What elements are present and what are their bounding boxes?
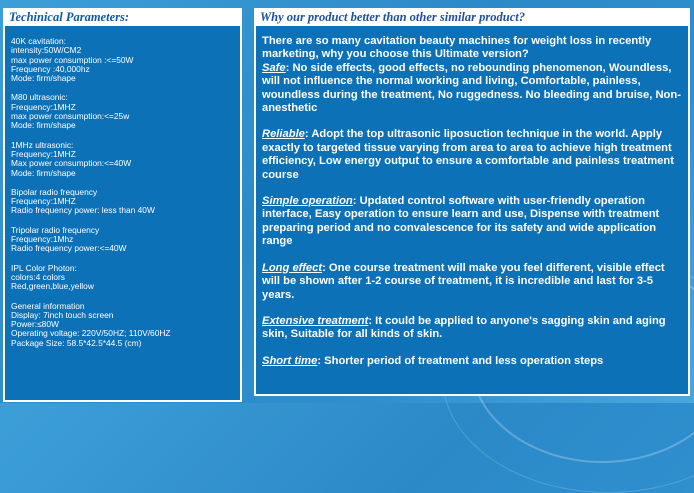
spec-group-title: Tripolar radio frequency	[11, 224, 100, 235]
spec-line: Frequency:1MHZ	[11, 101, 76, 112]
product-advantages-header: Why our product better than other similar product?	[256, 10, 688, 26]
advantage-lead: Extensive treatment	[262, 314, 369, 327]
spec-line: Max power consumption:<=40W	[11, 158, 132, 169]
advantage-lead: Safe	[262, 61, 286, 74]
spec-line: Mode: firm/shape	[11, 120, 76, 131]
advantages-intro: There are so many cavitation beauty machines for weight loss in recently marketing, why you choose this Ultimate version?	[262, 35, 652, 61]
technical-parameters-list	[5, 26, 240, 348]
spec-group-m80-ultrasonic	[11, 93, 240, 130]
advantage-text: : One course treatment will make you feel different, visible effect will be shown after 1-2 course of treatment, it is incredible and last for 3-5 years.	[262, 261, 665, 301]
technical-parameters-panel	[3, 8, 242, 402]
advantage-simple-operation	[262, 195, 682, 249]
spec-group-bipolar-rf	[11, 188, 240, 216]
product-advantages-panel	[254, 8, 690, 396]
spec-line: colors:4 colors	[11, 271, 65, 282]
technical-parameters-header: Techinical Parameters:	[5, 10, 240, 26]
spec-group-tripolar-rf	[11, 226, 240, 254]
advantage-text: : Adopt the top ultrasonic liposuction technique in the world. Apply exactly to targeted tissue varying from area to area to achieve high treatment efficiency, Low energy output to ensure a comfortable and painless treatment course	[262, 128, 674, 181]
advantage-lead: Short time	[262, 354, 318, 367]
spec-group-40k-cavitation	[11, 37, 240, 83]
advantage-short-time	[262, 355, 682, 368]
spec-line: Mode: firm/shape	[11, 167, 76, 178]
spec-line: Red,green,blue,yellow	[11, 281, 94, 292]
spec-line: Power:≤80W	[11, 319, 59, 330]
spec-group-general-information	[11, 302, 240, 348]
advantage-safe	[262, 62, 682, 116]
spec-line: intensity:50W/CM2	[11, 45, 82, 56]
advantage-long-effect	[262, 262, 682, 302]
advantage-lead: Long effect	[262, 261, 323, 274]
advantage-text: : Updated control software with user-friendly operation interface, Easy operation to ensure learn and use, Dispense with treatment preparing period and no convalescence for its safety and wide application range	[262, 195, 660, 248]
product-advantages-body	[256, 26, 688, 368]
spec-group-title: General information	[11, 300, 85, 311]
spec-group-1mhz-ultrasonic	[11, 141, 240, 178]
spec-line: Frequency:1Mhz	[11, 234, 74, 245]
spec-line: Mode: firm/shape	[11, 73, 76, 84]
advantage-text: : It could be applied to anyone's sagging skin and aging skin, Suitable for all kinds of skin.	[262, 314, 666, 341]
spec-line: Radio frequency power:<=40W	[11, 243, 127, 254]
advantage-text: : Shorter period of treatment and less operation steps	[317, 354, 604, 367]
spec-group-title: 40K cavitation:	[11, 36, 66, 46]
advantage-extensive-treatment	[262, 315, 682, 342]
spec-line: Radio frequency power: less than 40W	[11, 205, 155, 216]
spec-group-ipl-color-photon	[11, 264, 240, 292]
advantage-lead: Reliable	[262, 128, 305, 141]
spec-group-title: 1MHz ultrasonic:	[11, 139, 74, 150]
spec-line: max power consumption :<=50W	[11, 54, 134, 65]
advantage-lead: Simple operation	[262, 195, 353, 208]
advantage-reliable	[262, 128, 682, 182]
spec-line: Frequency :40,000hz	[11, 63, 90, 74]
spec-group-title: Bipolar radio frequency	[11, 186, 98, 197]
spec-line: Frequency:1MHZ	[11, 196, 76, 207]
spec-line: Operating voltage: 220V/50HZ; 110V/60HZ	[11, 328, 171, 339]
spec-group-title: IPL Color Photon:	[11, 262, 77, 273]
spec-line: Frequency:1MHZ	[11, 148, 76, 159]
spec-line: max power consumption:<=25w	[11, 111, 130, 122]
spec-line: Package Size: 58.5*42.5*44.5 (cm)	[11, 337, 142, 348]
spec-line: Display: 7inch touch screen	[11, 309, 114, 320]
advantage-text: : No side effects, good effects, no rebounding phenomenon, Woundless, will not influence the normal working and living, Comfortable, painless, woundless during the treatment, No ruggedness. No bleeding and bruise, Non-anesthetic	[262, 61, 681, 115]
spec-group-title: M80 ultrasonic:	[11, 92, 68, 103]
